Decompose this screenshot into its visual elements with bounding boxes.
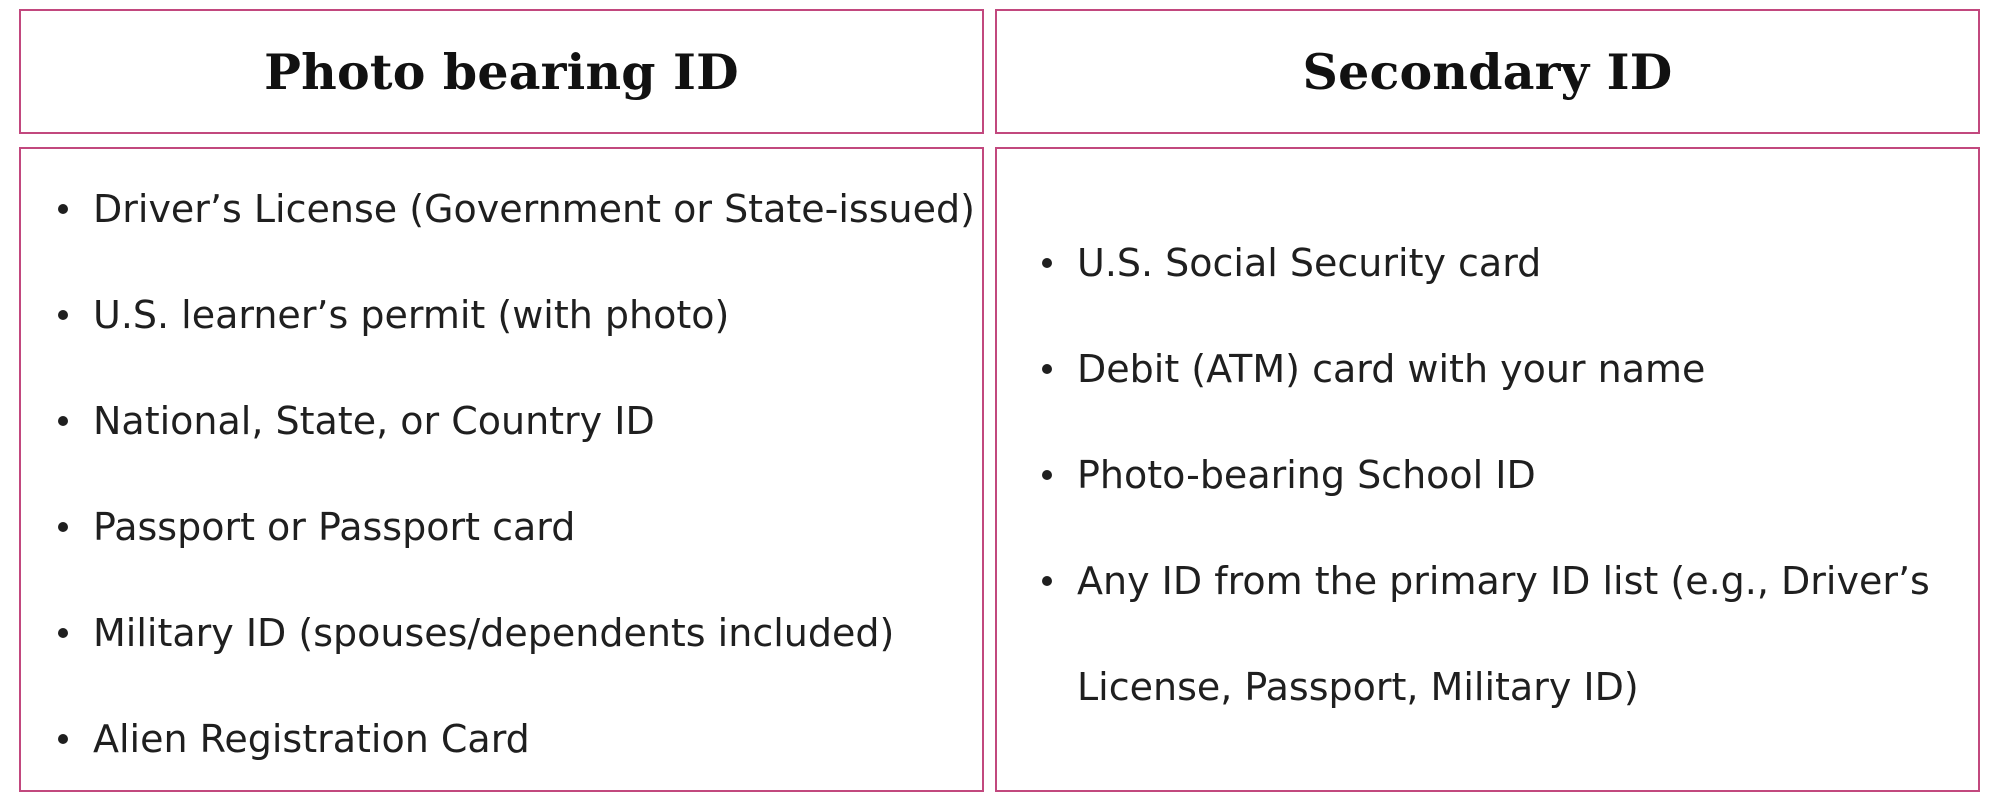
list-item-text: U.S. learner’s permit (with photo) [93, 293, 730, 337]
list-item [42, 580, 975, 686]
bullet-icon [1042, 576, 1052, 586]
photo-id-heading: Photo bearing ID [264, 42, 739, 101]
list-item-text: Alien Registration Card [93, 717, 530, 761]
list-item [1026, 422, 1957, 528]
list-item-text: Photo-bearing School ID [1077, 453, 1536, 497]
bullet-icon [1042, 364, 1052, 374]
list-item-text: Debit (ATM) card with your name [1077, 347, 1706, 391]
photo-id-header-cell [19, 9, 984, 134]
list-item [42, 686, 975, 792]
secondary-id-list [1026, 210, 1957, 740]
list-item [42, 156, 975, 262]
secondary-id-heading: Secondary ID [1302, 42, 1673, 101]
list-item [1026, 316, 1957, 422]
bullet-icon [58, 522, 68, 532]
bullet-icon [58, 416, 68, 426]
list-item [42, 474, 975, 580]
bullet-icon [1042, 470, 1052, 480]
list-item [1026, 210, 1957, 316]
secondary-id-header-cell [995, 9, 1980, 134]
bullet-icon [58, 310, 68, 320]
photo-id-list [42, 156, 975, 792]
list-item-text: Passport or Passport card [93, 505, 576, 549]
list-item-text: Military ID (spouses/dependents included) [93, 611, 895, 655]
list-item [1026, 528, 1957, 740]
bullet-icon [58, 734, 68, 744]
list-item-text: Any ID from the primary ID list (e.g., Driver’s License, Passport, Military ID) [1077, 559, 1930, 709]
list-item-text: Driver’s License (Government or State-issued) [93, 187, 975, 231]
bullet-icon [1042, 258, 1052, 268]
list-item-text: National, State, or Country ID [93, 399, 655, 443]
bullet-icon [58, 204, 68, 214]
list-item [42, 262, 975, 368]
list-item-text: U.S. Social Security card [1077, 241, 1542, 285]
list-item [42, 368, 975, 474]
bullet-icon [58, 628, 68, 638]
